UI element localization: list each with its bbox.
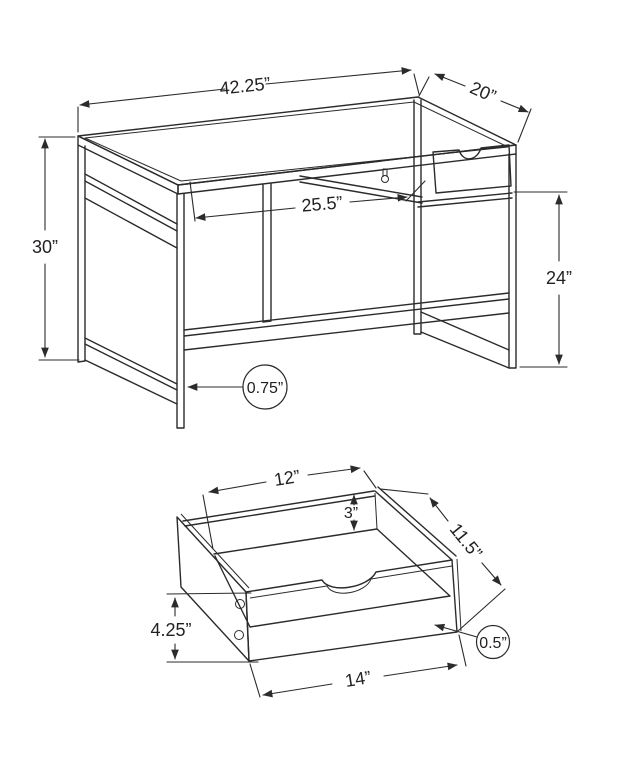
- desk-height-label: 30”: [31, 237, 59, 257]
- drawer-interior: [183, 487, 456, 627]
- desk-figure: [32, 70, 572, 428]
- drawer-depth-label: 11.5”: [445, 519, 487, 563]
- drawer-back-height-label: 3”: [343, 505, 359, 522]
- drawer-front-panel: [246, 559, 461, 661]
- desk-left-side-rails: [85, 174, 177, 404]
- drawer-thickness-label: 0.5”: [479, 635, 507, 652]
- desk-top-depth-label: 20”: [467, 77, 499, 107]
- drawer-depth-dimension: [380, 489, 505, 631]
- drawer-hole-icon: [235, 631, 244, 640]
- desk-height-dimension: [32, 137, 79, 360]
- drawer-bottom-width-label: 14”: [343, 667, 373, 691]
- desk-top: [78, 97, 516, 194]
- drawer-bottom-width-dimension: [250, 635, 466, 697]
- desk-clearance-height-label: 24”: [545, 268, 573, 288]
- desk-clearance-height-dimension: [514, 192, 572, 367]
- desk-top-width-label: 42.25”: [218, 73, 272, 99]
- desk-legs: [78, 100, 516, 428]
- desk-clearance-width-dimension: [190, 181, 425, 221]
- desk-clearance-width-label: 25.5”: [300, 192, 344, 216]
- desk-width-dimension: [78, 70, 419, 132]
- desk-stretchers: [184, 176, 512, 368]
- drawer-front-height-dimension: [150, 593, 258, 662]
- desk-depth-dimension: [419, 74, 531, 142]
- desk-tube-label: 0.75”: [246, 380, 284, 397]
- drawer-figure: [150, 466, 509, 697]
- keyhole-icon: [382, 176, 389, 183]
- drawer-front-height-label: 4.25”: [150, 620, 192, 640]
- drawer-back-width-label: 12”: [272, 466, 302, 490]
- desk-tube-callout: [188, 365, 287, 409]
- drawer-thickness-callout: [435, 625, 510, 659]
- desk-drawer-front: [382, 145, 512, 193]
